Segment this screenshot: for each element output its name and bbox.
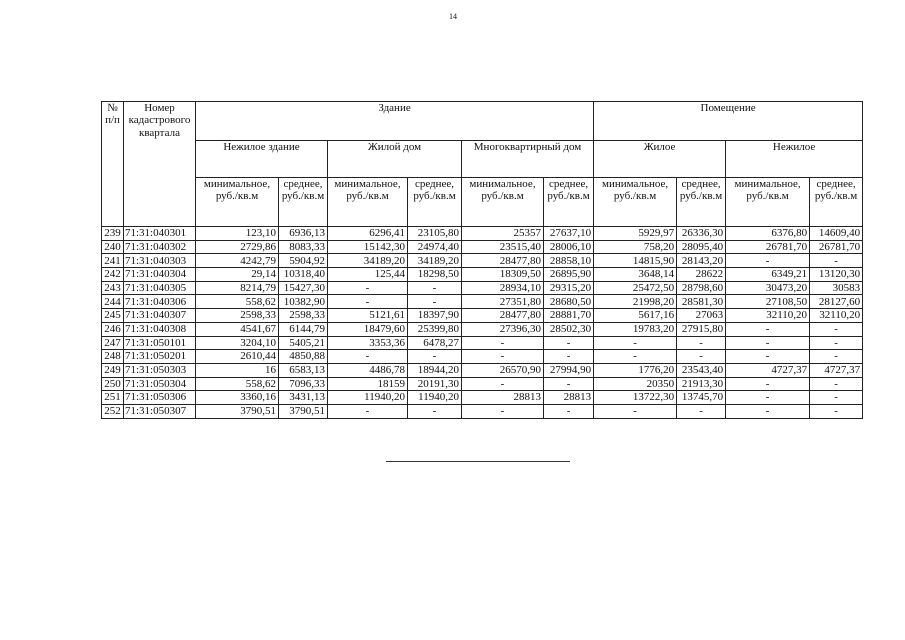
price-cell: - (726, 391, 810, 405)
price-cell: 34189,20 (408, 254, 462, 268)
table-row (102, 309, 863, 323)
end-separator-line (386, 461, 570, 462)
price-cell: 13745,70 (677, 391, 726, 405)
price-cell: 5617,16 (594, 309, 677, 323)
price-cell: 6296,41 (328, 227, 408, 241)
price-cell: 26570,90 (462, 363, 544, 377)
price-cell: - (810, 254, 863, 268)
table-row (102, 281, 863, 295)
price-cell: 4242,79 (196, 254, 279, 268)
price-cell: 28680,50 (544, 295, 594, 309)
price-cell: 6376,80 (726, 227, 810, 241)
price-cell: 1776,20 (594, 363, 677, 377)
price-cell: 4850,88 (279, 350, 328, 364)
table-row (102, 227, 863, 241)
price-cell: 27994,90 (544, 363, 594, 377)
price-cell: 6936,13 (279, 227, 328, 241)
table-row (102, 336, 863, 350)
price-cell: 558,62 (196, 377, 279, 391)
price-cell: - (544, 377, 594, 391)
price-cell: 2598,33 (196, 309, 279, 323)
price-cell: - (726, 336, 810, 350)
price-cell: 34189,20 (328, 254, 408, 268)
cadastral-quarter-cell: 71:31:040307 (124, 309, 196, 323)
price-cell: 8083,33 (279, 240, 328, 254)
price-cell: 28477,80 (462, 309, 544, 323)
price-cell: 26781,70 (810, 240, 863, 254)
price-cell: - (594, 350, 677, 364)
price-cell: 4727,37 (810, 363, 863, 377)
cadastral-quarter-cell: 71:31:040304 (124, 268, 196, 282)
price-cell: 10318,40 (279, 268, 328, 282)
price-cell: 20350 (594, 377, 677, 391)
header-nonresidential-premises: Нежилое (726, 141, 863, 178)
price-cell: 5121,61 (328, 309, 408, 323)
row-number-cell: 242 (102, 268, 124, 282)
price-cell: - (677, 350, 726, 364)
cadastral-quarter-cell: 71:31:040306 (124, 295, 196, 309)
header-number: № п/п (102, 102, 124, 227)
price-cell: - (810, 336, 863, 350)
price-cell: 28143,20 (677, 254, 726, 268)
price-cell: 11940,20 (328, 391, 408, 405)
table-row (102, 240, 863, 254)
header-cadastral-quarter: Номер кадастрового квартала (124, 102, 196, 227)
row-number-cell: 241 (102, 254, 124, 268)
cadastral-quarter-cell: 71:31:040301 (124, 227, 196, 241)
price-cell: - (462, 377, 544, 391)
row-number-cell: 246 (102, 322, 124, 336)
price-cell: 6349,21 (726, 268, 810, 282)
cadastral-quarter-cell: 71:31:050306 (124, 391, 196, 405)
price-cell: 13722,30 (594, 391, 677, 405)
header-avg: среднее, руб./кв.м (677, 178, 726, 227)
price-cell: 21913,30 (677, 377, 726, 391)
price-cell: 16 (196, 363, 279, 377)
price-cell: 4486,78 (328, 363, 408, 377)
price-cell: 10382,90 (279, 295, 328, 309)
price-cell: 27351,80 (462, 295, 544, 309)
price-cell: 18944,20 (408, 363, 462, 377)
cadastral-quarter-cell: 71:31:050304 (124, 377, 196, 391)
cadastral-quarter-cell: 71:31:050101 (124, 336, 196, 350)
price-cell: 28581,30 (677, 295, 726, 309)
price-cell: 18298,50 (408, 268, 462, 282)
row-number-cell: 247 (102, 336, 124, 350)
header-min: минимальное, руб./кв.м (196, 178, 279, 227)
table-row (102, 363, 863, 377)
price-cell: - (726, 322, 810, 336)
header-nonresidential-building: Нежилое здание (196, 141, 328, 178)
price-cell: 6583,13 (279, 363, 328, 377)
price-cell: 5904,92 (279, 254, 328, 268)
price-cell: - (328, 404, 408, 418)
price-cell: - (726, 254, 810, 268)
price-cell: 2729,86 (196, 240, 279, 254)
price-cell: 26781,70 (726, 240, 810, 254)
price-cell: - (594, 404, 677, 418)
price-cell: - (328, 281, 408, 295)
price-cell: 28881,70 (544, 309, 594, 323)
header-premises: Помещение (594, 102, 863, 141)
price-cell: 28934,10 (462, 281, 544, 295)
price-cell: 28006,10 (544, 240, 594, 254)
price-cell: - (408, 350, 462, 364)
price-cell: 28095,40 (677, 240, 726, 254)
price-cell: - (677, 404, 726, 418)
price-cell: 5405,21 (279, 336, 328, 350)
price-cell: - (677, 336, 726, 350)
price-cell: 18159 (328, 377, 408, 391)
price-cell: - (810, 391, 863, 405)
row-number-cell: 249 (102, 363, 124, 377)
header-residential-house: Жилой дом (328, 141, 462, 178)
table-body (102, 227, 863, 419)
price-cell: 30473,20 (726, 281, 810, 295)
table-row (102, 377, 863, 391)
cadastral-price-table (101, 101, 863, 419)
price-cell: 24974,40 (408, 240, 462, 254)
price-cell: 27108,50 (726, 295, 810, 309)
price-cell: 25472,50 (594, 281, 677, 295)
price-cell: 123,10 (196, 227, 279, 241)
price-cell: - (810, 350, 863, 364)
header-building: Здание (196, 102, 594, 141)
price-cell: 23543,40 (677, 363, 726, 377)
price-cell: - (810, 322, 863, 336)
row-number-cell: 239 (102, 227, 124, 241)
price-cell: 3353,36 (328, 336, 408, 350)
price-cell: 21998,20 (594, 295, 677, 309)
table-row (102, 391, 863, 405)
price-cell: 3204,10 (196, 336, 279, 350)
header-avg: среднее, руб./кв.м (810, 178, 863, 227)
price-cell: 11940,20 (408, 391, 462, 405)
price-cell: 27396,30 (462, 322, 544, 336)
price-cell: 26895,90 (544, 268, 594, 282)
price-cell: 20191,30 (408, 377, 462, 391)
row-number-cell: 244 (102, 295, 124, 309)
cadastral-quarter-cell: 71:31:040303 (124, 254, 196, 268)
header-residential-premises: Жилое (594, 141, 726, 178)
row-number-cell: 240 (102, 240, 124, 254)
row-number-cell: 252 (102, 404, 124, 418)
header-apartment-building: Многоквартирный дом (462, 141, 594, 178)
header-min: минимальное, руб./кв.м (328, 178, 408, 227)
price-cell: 2610,44 (196, 350, 279, 364)
price-cell: 3790,51 (196, 404, 279, 418)
price-cell: - (462, 336, 544, 350)
table-row (102, 295, 863, 309)
price-cell: 18309,50 (462, 268, 544, 282)
price-cell: 13120,30 (810, 268, 863, 282)
cadastral-quarter-cell: 71:31:040305 (124, 281, 196, 295)
price-cell: 19783,20 (594, 322, 677, 336)
price-cell: 28813 (544, 391, 594, 405)
price-cell: 29,14 (196, 268, 279, 282)
price-cell: 28622 (677, 268, 726, 282)
price-cell: 4727,37 (726, 363, 810, 377)
price-cell: 18397,90 (408, 309, 462, 323)
price-cell: 23515,40 (462, 240, 544, 254)
price-cell: - (328, 350, 408, 364)
price-cell: 28477,80 (462, 254, 544, 268)
price-cell: 28813 (462, 391, 544, 405)
header-avg: среднее, руб./кв.м (279, 178, 328, 227)
price-cell: - (328, 295, 408, 309)
header-avg: среднее, руб./кв.м (544, 178, 594, 227)
price-cell: - (544, 404, 594, 418)
price-cell: 29315,20 (544, 281, 594, 295)
price-cell: - (726, 377, 810, 391)
price-cell: - (408, 281, 462, 295)
table-row (102, 254, 863, 268)
price-cell: 6144,79 (279, 322, 328, 336)
price-cell: 3360,16 (196, 391, 279, 405)
cadastral-quarter-cell: 71:31:050307 (124, 404, 196, 418)
price-cell: 6478,27 (408, 336, 462, 350)
price-cell: - (544, 336, 594, 350)
price-cell: - (594, 336, 677, 350)
price-cell: 25357 (462, 227, 544, 241)
price-cell: 32110,20 (726, 309, 810, 323)
price-cell: - (810, 404, 863, 418)
row-number-cell: 248 (102, 350, 124, 364)
price-cell: 32110,20 (810, 309, 863, 323)
price-cell: 3648,14 (594, 268, 677, 282)
price-cell: - (462, 404, 544, 418)
price-cell: 2598,33 (279, 309, 328, 323)
price-cell: 28798,60 (677, 281, 726, 295)
price-cell: 558,62 (196, 295, 279, 309)
price-cell: 14609,40 (810, 227, 863, 241)
row-number-cell: 243 (102, 281, 124, 295)
price-cell: - (408, 404, 462, 418)
price-cell: 28502,30 (544, 322, 594, 336)
price-cell: 28858,10 (544, 254, 594, 268)
price-cell: - (408, 295, 462, 309)
price-cell: - (544, 350, 594, 364)
price-cell: 14815,90 (594, 254, 677, 268)
row-number-cell: 250 (102, 377, 124, 391)
row-number-cell: 251 (102, 391, 124, 405)
header-min: минимальное, руб./кв.м (462, 178, 544, 227)
table-row (102, 350, 863, 364)
price-cell: 27637,10 (544, 227, 594, 241)
price-cell: - (462, 350, 544, 364)
price-cell: 30583 (810, 281, 863, 295)
price-cell: 15427,30 (279, 281, 328, 295)
cadastral-quarter-cell: 71:31:050303 (124, 363, 196, 377)
price-cell: 4541,67 (196, 322, 279, 336)
table-row (102, 268, 863, 282)
cadastral-quarter-cell: 71:31:040302 (124, 240, 196, 254)
price-cell: - (726, 404, 810, 418)
price-cell: 28127,60 (810, 295, 863, 309)
price-cell: 27915,80 (677, 322, 726, 336)
table-row (102, 404, 863, 418)
row-number-cell: 245 (102, 309, 124, 323)
header-avg: среднее, руб./кв.м (408, 178, 462, 227)
price-cell: 7096,33 (279, 377, 328, 391)
price-cell: 8214,79 (196, 281, 279, 295)
cadastral-quarter-cell: 71:31:050201 (124, 350, 196, 364)
price-cell: 3790,51 (279, 404, 328, 418)
price-cell: 15142,30 (328, 240, 408, 254)
price-cell: 125,44 (328, 268, 408, 282)
price-cell: 26336,30 (677, 227, 726, 241)
cadastral-quarter-cell: 71:31:040308 (124, 322, 196, 336)
price-cell: 25399,80 (408, 322, 462, 336)
price-cell: 18479,60 (328, 322, 408, 336)
price-cell: - (726, 350, 810, 364)
header-min: минимальное, руб./кв.м (726, 178, 810, 227)
header-min: минимальное, руб./кв.м (594, 178, 677, 227)
price-cell: 23105,80 (408, 227, 462, 241)
price-cell: 5929,97 (594, 227, 677, 241)
table-row (102, 322, 863, 336)
price-cell: - (810, 377, 863, 391)
price-cell: 758,20 (594, 240, 677, 254)
price-cell: 3431,13 (279, 391, 328, 405)
page-number: 14 (449, 12, 457, 21)
price-cell: 27063 (677, 309, 726, 323)
